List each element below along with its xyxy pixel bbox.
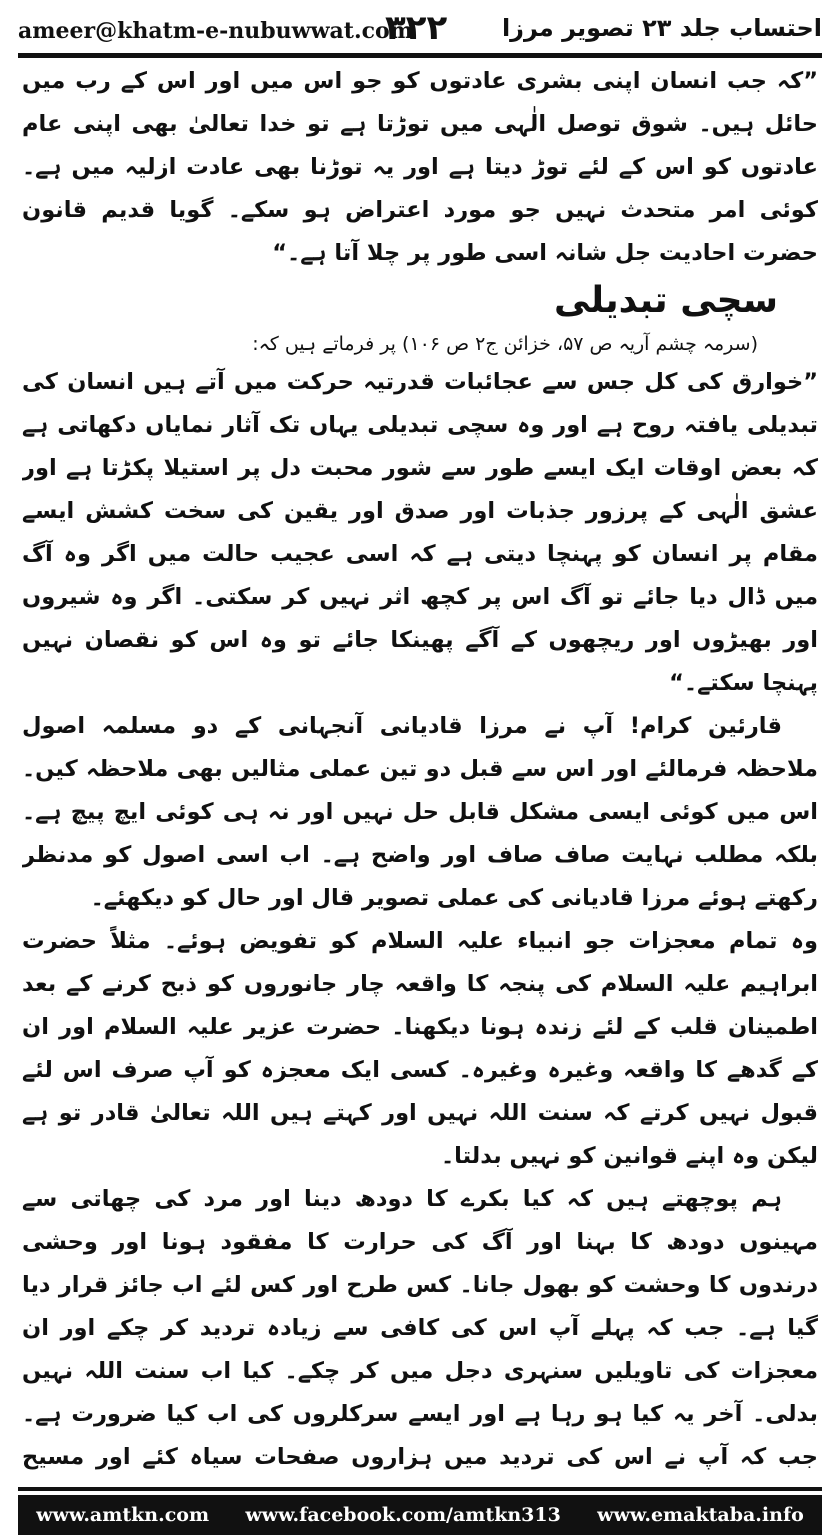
footer-link-website[interactable]: www.amtkn.com (36, 1504, 210, 1526)
body-paragraph-3: قارئین کرام! آپ نے مرزا قادیانی آنجہانی کے دو مسلمہ اصول ملاحظہ فرمالئے اور اس سے قبل دو تین عملی مثالیں بھی ملاحظہ کیں۔ اس میں کوئی ایسی مشکل قابل حل نہیں اور نہ ہی کوئی ایچ پیچ ہے۔ بلکہ مطلب نہایت صاف صاف اور واضح ہے۔ اب اسی اصول کو مدنظر رکھتے ہوئے مرزا قادیانی کی عملی تصویر قال اور حال کو دیکھئے۔ (22, 713, 818, 911)
footer-link-library[interactable]: www.emaktaba.info (597, 1504, 804, 1526)
footer-divider (18, 1487, 822, 1491)
header-email: ameer@khatm-e-nubuwwat.com (18, 18, 413, 44)
body-paragraph-4: وہ تمام معجزات جو انبیاء علیہ السلام کو تفویض ہوئے۔ مثلاً حضرت ابراہیم علیہ السلام کی پنجہ کا واقعہ چار جانوروں کو ذبح کرنے کے بعد اطمینان قلب کے لئے زندہ ہونا دیکھنا۔ حضرت عزیر علیہ السلام اور ان کے گدھے کا واقعہ وغیرہ وغیرہ۔ کسی ایک معجزہ کو آپ صرف اس لئے قبول نہیں کرتے کہ سنت اللہ نہیں اور کہتے ہیں اللہ تعالیٰ قادر تو ہے لیکن وہ اپنے قوانین کو نہیں بدلتا۔ (22, 928, 818, 1169)
page-header (0, 0, 840, 56)
book-title: احتساب جلد ۲۳ تصویر مرزا (501, 14, 822, 42)
page-number: ۳۲۲ (385, 8, 448, 48)
body-paragraph-5: ہم پوچھتے ہیں کہ کیا بکرے کا دودھ دینا اور مرد کی چھاتی سے مہینوں دودھ کا بہنا اور آگ کی حرارت کا مفقود ہونا اور وحشی درندوں کا وحشت کو بھول جانا۔ کس طرح اور کس لئے اب جائز قرار دیا گیا ہے۔ جب کہ پہلے آپ اس کی کافی سے زیادہ تردید کر چکے اور ان معجزات کی تاویلیں سنہری دجل میں کر چکے۔ کیا اب سنت اللہ نہیں بدلی۔ آخر یہ کیا ہو رہا ہے اور ایسے سرکلروں کی اب کیا ضرورت ہے۔ جب کہ آپ نے اس کی تردید میں ہزاروں صفحات سیاہ کئے اور مسیح (22, 1186, 818, 1470)
quote-paragraph-1: ” کہ جب انسان اپنی بشری عادتوں کو جو اس میں اور اس کے رب میں حائل ہیں۔ شوق توصل الٰہی میں توڑتا ہے تو خدا تعالیٰ بھی اپنی عام عادتوں کو اس کے لئے توڑ دیتا ہے اور یہ توڑنا بھی عادت ازلیہ میں ہے۔ کوئی امر متحدث نہیں جو مورد اعتراض ہو سکے۔ گویا قدیم قانون حضرت احادیت جل شانہ اسی طور پر چلا آتا ہے۔“ (22, 60, 818, 275)
footer-link-facebook[interactable]: www.facebook.com/amtkn313 (245, 1504, 561, 1526)
page-footer (18, 1495, 822, 1535)
page-body (22, 60, 818, 1478)
section-heading: سچی تبدیلی (554, 280, 778, 321)
header-divider (18, 53, 822, 58)
quote-paragraph-2: ” خوارق کی کل جس سے عجائبات قدرتیہ حرکت میں آتے ہیں انسان کی تبدیلی یافتہ روح ہے اور وہ سچی تبدیلی یہاں تک آثار نمایاں دکھاتی ہے کہ بعض اوقات ایک ایسے طور سے شور محبت دل پر استیلا پکڑتا ہے اور عشق الٰہی کے پرزور جذبات اور صدق اور یقین کی سخت کشش ایسے مقام پر انسان کو پہنچا دیتی ہے کہ اسی عجیب حالت میں اگر وہ آگ میں ڈال دیا جائے تو آگ اس پر کچھ اثر نہیں کر سکتی۔ اگر وہ شیروں اور بھیڑوں اور ریچھوں کے آگے پھینکا جائے تو وہ اس کو نقصان نہیں پہنچا سکتے۔“ (22, 361, 818, 705)
reference-line: (سرمہ چشم آریہ ص ۵۷، خزائن ج۲ ص ۱۰۶) پر فرماتے ہیں کہ: (252, 333, 758, 355)
